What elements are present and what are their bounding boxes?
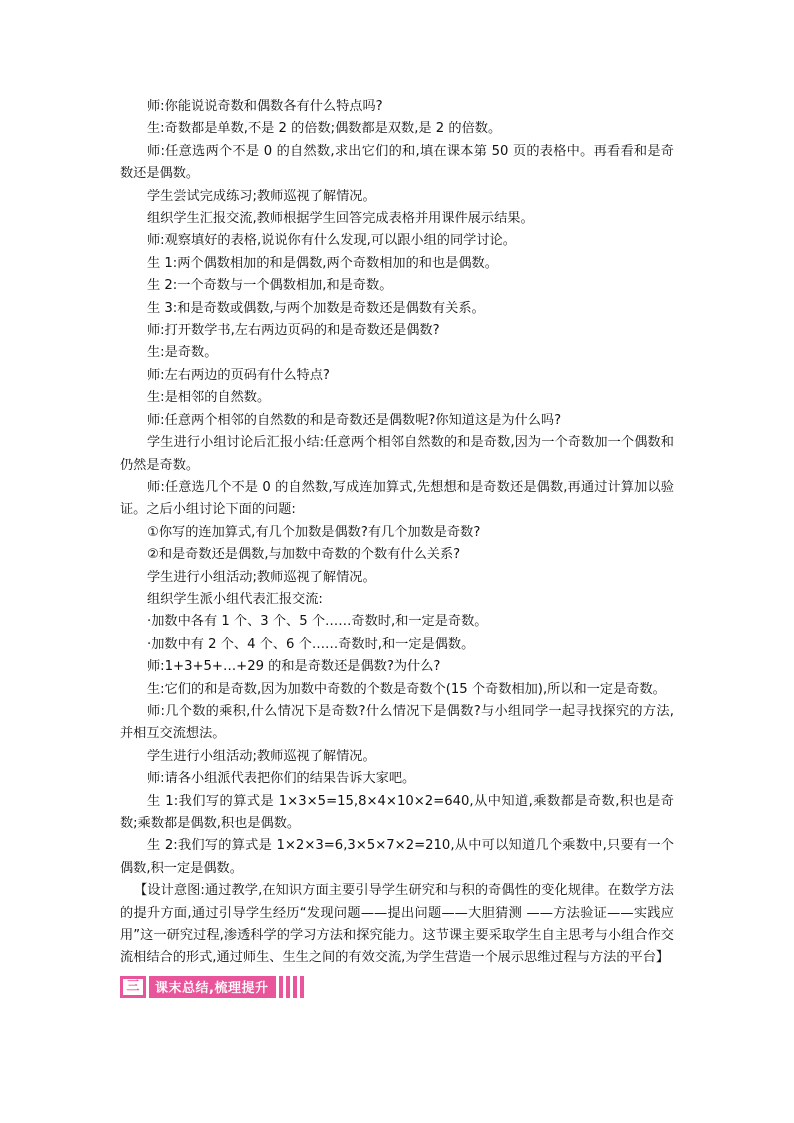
paragraph: 生 1:两个偶数相加的和是偶数,两个奇数相加的和也是偶数。 <box>147 255 498 271</box>
paragraph: 学生进行小组活动;教师巡视了解情况。 <box>147 748 376 764</box>
paragraph: 学生尝试完成练习;教师巡视了解情况。 <box>147 188 376 204</box>
paragraph: 生 1:我们写的算式是 1×3×5=15,8×4×10×2=640,从中知道,乘数都是奇数,积也是奇数;乘数都是偶数,积也是偶数。 <box>120 793 674 831</box>
paragraph: 生:它们的和是奇数,因为加数中奇数的个数是奇数个(15 个奇数相加),所以和一定是奇数。 <box>147 681 666 697</box>
section-number: 三 <box>123 979 143 995</box>
section-title: 课末总结,梳理提升 <box>149 976 276 998</box>
paragraph: 师:任意两个相邻的自然数的和是奇数还是偶数呢?你知道这是为什么吗? <box>147 412 562 428</box>
paragraph: 生:是相邻的自然数。 <box>147 390 271 406</box>
paragraph: 师:你能说说奇数和偶数各有什么特点吗? <box>147 99 383 114</box>
paragraph: 组织学生汇报交流,教师根据学生回答完成表格并用课件展示结果。 <box>147 211 534 227</box>
paragraph: 师:观察填好的表格,说说你有什么发现,可以跟小组的同学讨论。 <box>147 233 516 249</box>
paragraph: 师:任意选几个不是 0 的自然数,写成连加算式,先想想和是奇数还是偶数,再通过计算加以验证。之后小组讨论下面的问题: <box>120 479 674 518</box>
section-header <box>120 976 674 998</box>
paragraph: 学生进行小组讨论后汇报小结:任意两个相邻自然数的和是奇数,因为一个奇数加一个偶数和仍然是奇数。 <box>120 435 674 473</box>
paragraph: 组织学生派小组代表汇报交流: <box>147 591 323 607</box>
paragraph: 生:是奇数。 <box>147 345 218 361</box>
paragraph: ②和是奇数还是偶数,与加数中奇数的个数有什么关系? <box>147 547 461 563</box>
paragraph: 生:奇数都是单数,不是 2 的倍数;偶数都是双数,是 2 的倍数。 <box>147 121 502 137</box>
paragraph: 生 2:一个奇数与一个偶数相加,和是奇数。 <box>147 278 393 294</box>
paragraph: 师:打开数学书,左右两边页码的和是奇数还是偶数? <box>147 323 440 339</box>
bullet-item: ·加数中有 2 个、4 个、6 个……奇数时,和一定是偶数。 <box>147 636 475 652</box>
paragraph: 生 3:和是奇数或偶数,与两个加数是奇数还是偶数有关系。 <box>147 300 485 316</box>
paragraph: 师:左右两边的页码有什么特点? <box>147 367 330 383</box>
paragraph: 生 2:我们写的算式是 1×2×3=6,3×5×7×2=210,从中可以知道几个乘数中,只要有一个偶数,积一定是偶数。 <box>120 838 674 876</box>
paragraph: 师:请各小组派代表把你们的结果告诉大家吧。 <box>147 771 416 787</box>
paragraph: 师:任意选两个不是 0 的自然数,求出它们的和,填在课本第 50 页的表格中。再看看和是奇数还是偶数。 <box>120 143 674 182</box>
paragraph: 学生进行小组活动;教师巡视了解情况。 <box>147 569 376 585</box>
paragraph: 师:1+3+5+…+29 的和是奇数还是偶数?为什么? <box>147 659 441 675</box>
paragraph: ①你写的连加算式,有几个加数是偶数?有几个加数是奇数? <box>147 524 481 540</box>
lesson-text <box>120 96 674 970</box>
paragraph: 师:几个数的乘积,什么情况下是奇数?什么情况下是偶数?与小组同学一起寻找探究的方法,并相互交流想法。 <box>120 703 674 742</box>
design-intent-paragraph: 【设计意图:通过教学,在知识方面主要引导学生研究和与积的奇偶性的变化规律。在数学方法的提升方面,通过引导学生经历“发现问题——提出问题——大胆猜测 ——方法验证——实践应用”这一研究过程,渗透科学的学习方法和探究能力。这节课主要采取学生自主思考与小组合作交流相结合的形式,通过师生、生生之间的有效交流,为学生营造一个展示思维过程与方法的平台】 <box>120 883 674 966</box>
section-number-box <box>120 976 146 998</box>
bullet-item: ·加数中各有 1 个、3 个、5 个……奇数时,和一定是奇数。 <box>147 614 488 630</box>
section-decoration-stripes <box>279 976 307 998</box>
